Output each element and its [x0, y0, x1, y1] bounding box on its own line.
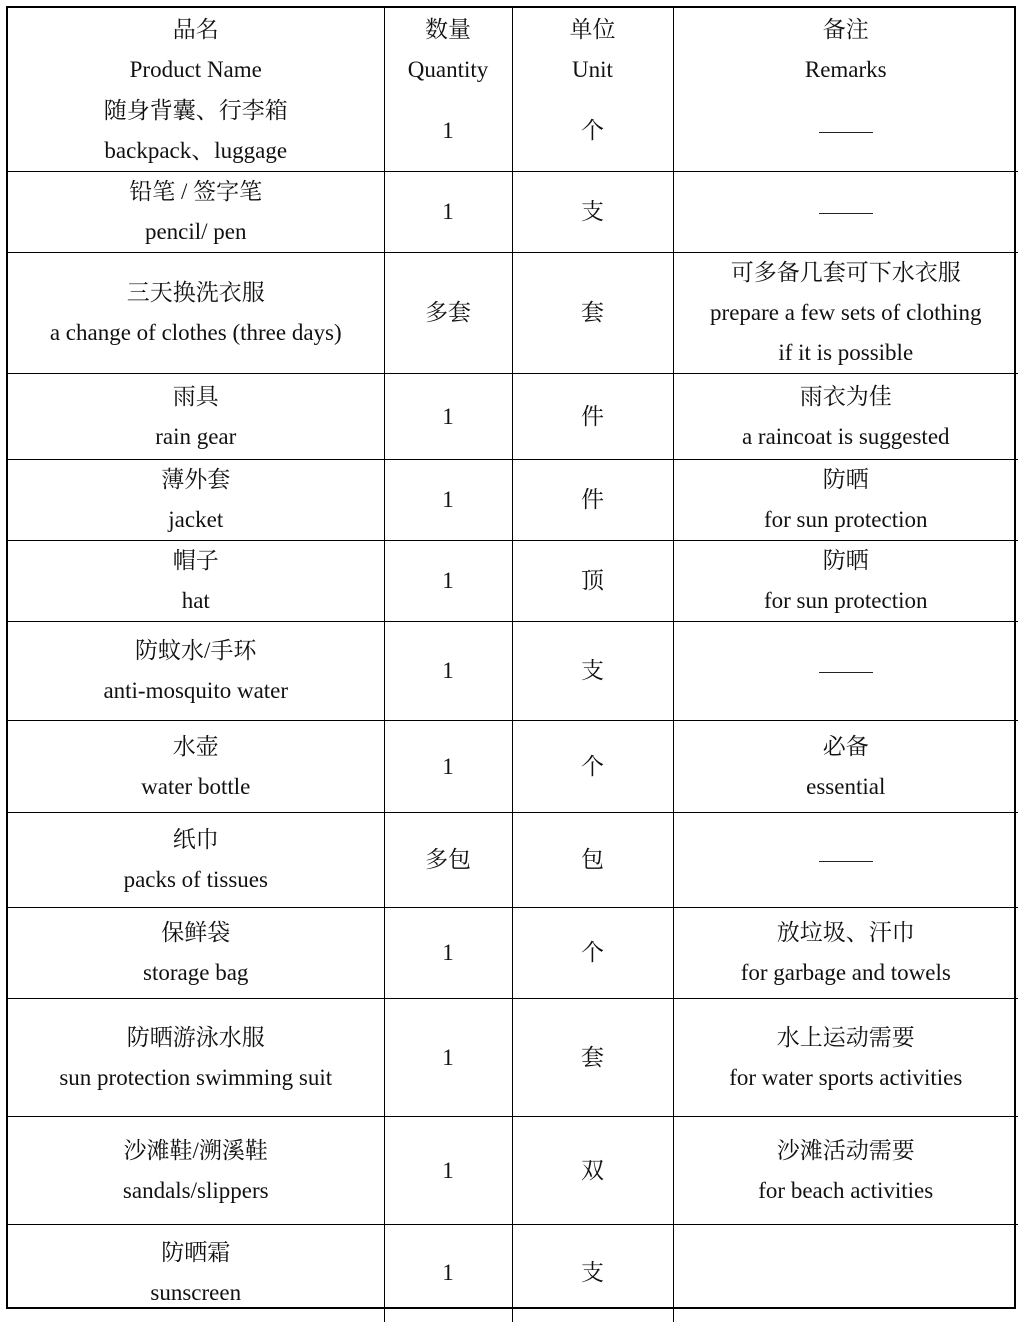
quantity-cell: 1 [384, 541, 512, 622]
remark-line: for water sports activities [729, 1064, 963, 1090]
product-name-cell [8, 374, 384, 460]
header-remarks [673, 8, 1018, 91]
remark-line: essential [806, 773, 886, 799]
product-name-en: jacket [168, 507, 224, 532]
product-name-cell [8, 460, 384, 541]
remark-line: 放垃圾、汗巾 [776, 920, 915, 945]
product-name-cn: 纸巾 [172, 827, 219, 852]
header-qty-cn: 数量 [425, 16, 471, 42]
product-name-cn: 防晒霜 [161, 1240, 231, 1266]
unit-cell: 顶 [512, 541, 673, 622]
remark-line: 防晒 [822, 548, 869, 573]
product-name-en: packs of tissues [123, 867, 268, 892]
remarks-cell [673, 908, 1018, 999]
table-row [8, 908, 1018, 999]
quantity-cell: 1 [384, 1225, 512, 1322]
product-name-cell [8, 622, 384, 721]
remark-line: 防晒 [822, 467, 869, 492]
product-name-en: sunscreen [150, 1280, 242, 1306]
remark-line: for sun protection [763, 507, 928, 532]
product-name-en: sun protection swimming suit [59, 1064, 333, 1090]
product-name-cell [8, 91, 384, 172]
product-name-en: a change of clothes (three days) [49, 320, 342, 345]
unit-cell: 个 [512, 908, 673, 999]
remark-line: 沙滩活动需要 [776, 1137, 915, 1163]
remark-line: for beach activities [758, 1177, 934, 1203]
header-unit [512, 8, 673, 91]
product-name-cn: 防蚊水/手环 [135, 638, 257, 663]
table-row [8, 541, 1018, 622]
table-row [8, 460, 1018, 541]
product-name-en: water bottle [141, 773, 251, 799]
product-name-en: pencil/ pen [144, 219, 247, 244]
product-name-en: sandals/slippers [122, 1177, 269, 1203]
product-name-cn: 帽子 [172, 548, 219, 573]
quantity-cell: 1 [384, 999, 512, 1117]
table-row [8, 1117, 1018, 1225]
header-row [8, 8, 1018, 91]
packing-list-table [8, 8, 1018, 1322]
product-name-cell [8, 541, 384, 622]
product-name-cn: 沙滩鞋/溯溪鞋 [123, 1137, 268, 1163]
product-name-cn: 雨具 [172, 383, 219, 409]
quantity-cell: 1 [384, 721, 512, 813]
remarks-cell [673, 813, 1018, 908]
product-name-en: rain gear [155, 423, 237, 449]
quantity-cell: 1 [384, 622, 512, 721]
header-product-name [8, 8, 384, 91]
packing-list-sheet [6, 6, 1016, 1309]
product-name-en: hat [181, 588, 210, 613]
product-name-cell [8, 1117, 384, 1225]
product-name-cn: 薄外套 [161, 467, 231, 492]
header-name-cn: 品名 [172, 16, 219, 42]
remark-line: a raincoat is suggested [741, 423, 950, 449]
table-row [8, 813, 1018, 908]
unit-cell: 件 [512, 460, 673, 541]
unit-cell: 件 [512, 374, 673, 460]
product-name-en: storage bag [143, 960, 249, 985]
header-remarks-cn: 备注 [822, 16, 869, 42]
product-name-cell [8, 253, 384, 374]
remark-line: for garbage and towels [740, 960, 951, 985]
remarks-cell [673, 541, 1018, 622]
product-name-cell [8, 172, 384, 253]
remarks-cell [673, 460, 1018, 541]
unit-cell: 个 [512, 721, 673, 813]
table-row [8, 374, 1018, 460]
empty-remark-dash [819, 213, 873, 214]
unit-cell: 支 [512, 172, 673, 253]
remarks-cell [673, 91, 1018, 172]
remarks-cell [673, 253, 1018, 374]
product-name-cn: 防晒游泳水服 [126, 1024, 265, 1050]
unit-cell: 套 [512, 999, 673, 1117]
remark-line: for sun protection [763, 588, 928, 613]
remarks-cell [673, 622, 1018, 721]
unit-cell: 个 [512, 91, 673, 172]
quantity-cell: 1 [384, 460, 512, 541]
table-row [8, 999, 1018, 1117]
product-name-en: anti-mosquito water [103, 678, 289, 703]
empty-remark-dash [819, 132, 873, 133]
product-name-cell [8, 813, 384, 908]
unit-cell: 套 [512, 253, 673, 374]
table-row [8, 622, 1018, 721]
remark-line: prepare a few sets of clothing [710, 300, 982, 325]
quantity-cell: 多套 [384, 253, 512, 374]
quantity-cell: 1 [384, 1117, 512, 1225]
product-name-cn: 保鲜袋 [161, 920, 231, 945]
header-qty-en: Quantity [407, 56, 489, 82]
remark-line: 水上运动需要 [776, 1024, 915, 1050]
product-name-cell [8, 999, 384, 1117]
product-name-cn: 铅笔 / 签字笔 [129, 179, 263, 204]
header-unit-cn: 单位 [569, 16, 616, 42]
product-name-cell [8, 908, 384, 999]
header-unit-en: Unit [572, 56, 613, 82]
table-row [8, 91, 1018, 172]
packing-list-body [8, 91, 1018, 1322]
table-row [8, 721, 1018, 813]
table-row [8, 253, 1018, 374]
remarks-cell [673, 721, 1018, 813]
table-row [8, 1225, 1018, 1322]
empty-remark-dash [819, 861, 873, 862]
quantity-cell: 1 [384, 172, 512, 253]
product-name-cn: 随身背囊、行李箱 [103, 98, 288, 123]
remark-line: 雨衣为佳 [799, 383, 892, 409]
quantity-cell: 1 [384, 91, 512, 172]
quantity-cell: 多包 [384, 813, 512, 908]
unit-cell: 支 [512, 622, 673, 721]
product-name-cn: 水壶 [172, 733, 219, 759]
remark-line: 可多备几套可下水衣服 [730, 260, 961, 285]
quantity-cell: 1 [384, 374, 512, 460]
product-name-cn: 三天换洗衣服 [126, 280, 265, 305]
header-name-en: Product Name [129, 56, 262, 82]
remark-line: 必备 [822, 733, 869, 759]
remarks-cell [673, 172, 1018, 253]
product-name-cell [8, 721, 384, 813]
empty-remark-dash [819, 672, 873, 673]
unit-cell: 包 [512, 813, 673, 908]
header-remarks-en: Remarks [804, 56, 887, 82]
product-name-cell [8, 1225, 384, 1322]
unit-cell: 双 [512, 1117, 673, 1225]
quantity-cell: 1 [384, 908, 512, 999]
product-name-en: backpack、luggage [104, 138, 288, 163]
unit-cell: 支 [512, 1225, 673, 1322]
remarks-cell [673, 999, 1018, 1117]
remarks-cell [673, 374, 1018, 460]
remarks-cell [673, 1225, 1018, 1322]
remarks-cell [673, 1117, 1018, 1225]
header-quantity [384, 8, 512, 91]
table-row [8, 172, 1018, 253]
remark-line: if it is possible [778, 340, 914, 365]
